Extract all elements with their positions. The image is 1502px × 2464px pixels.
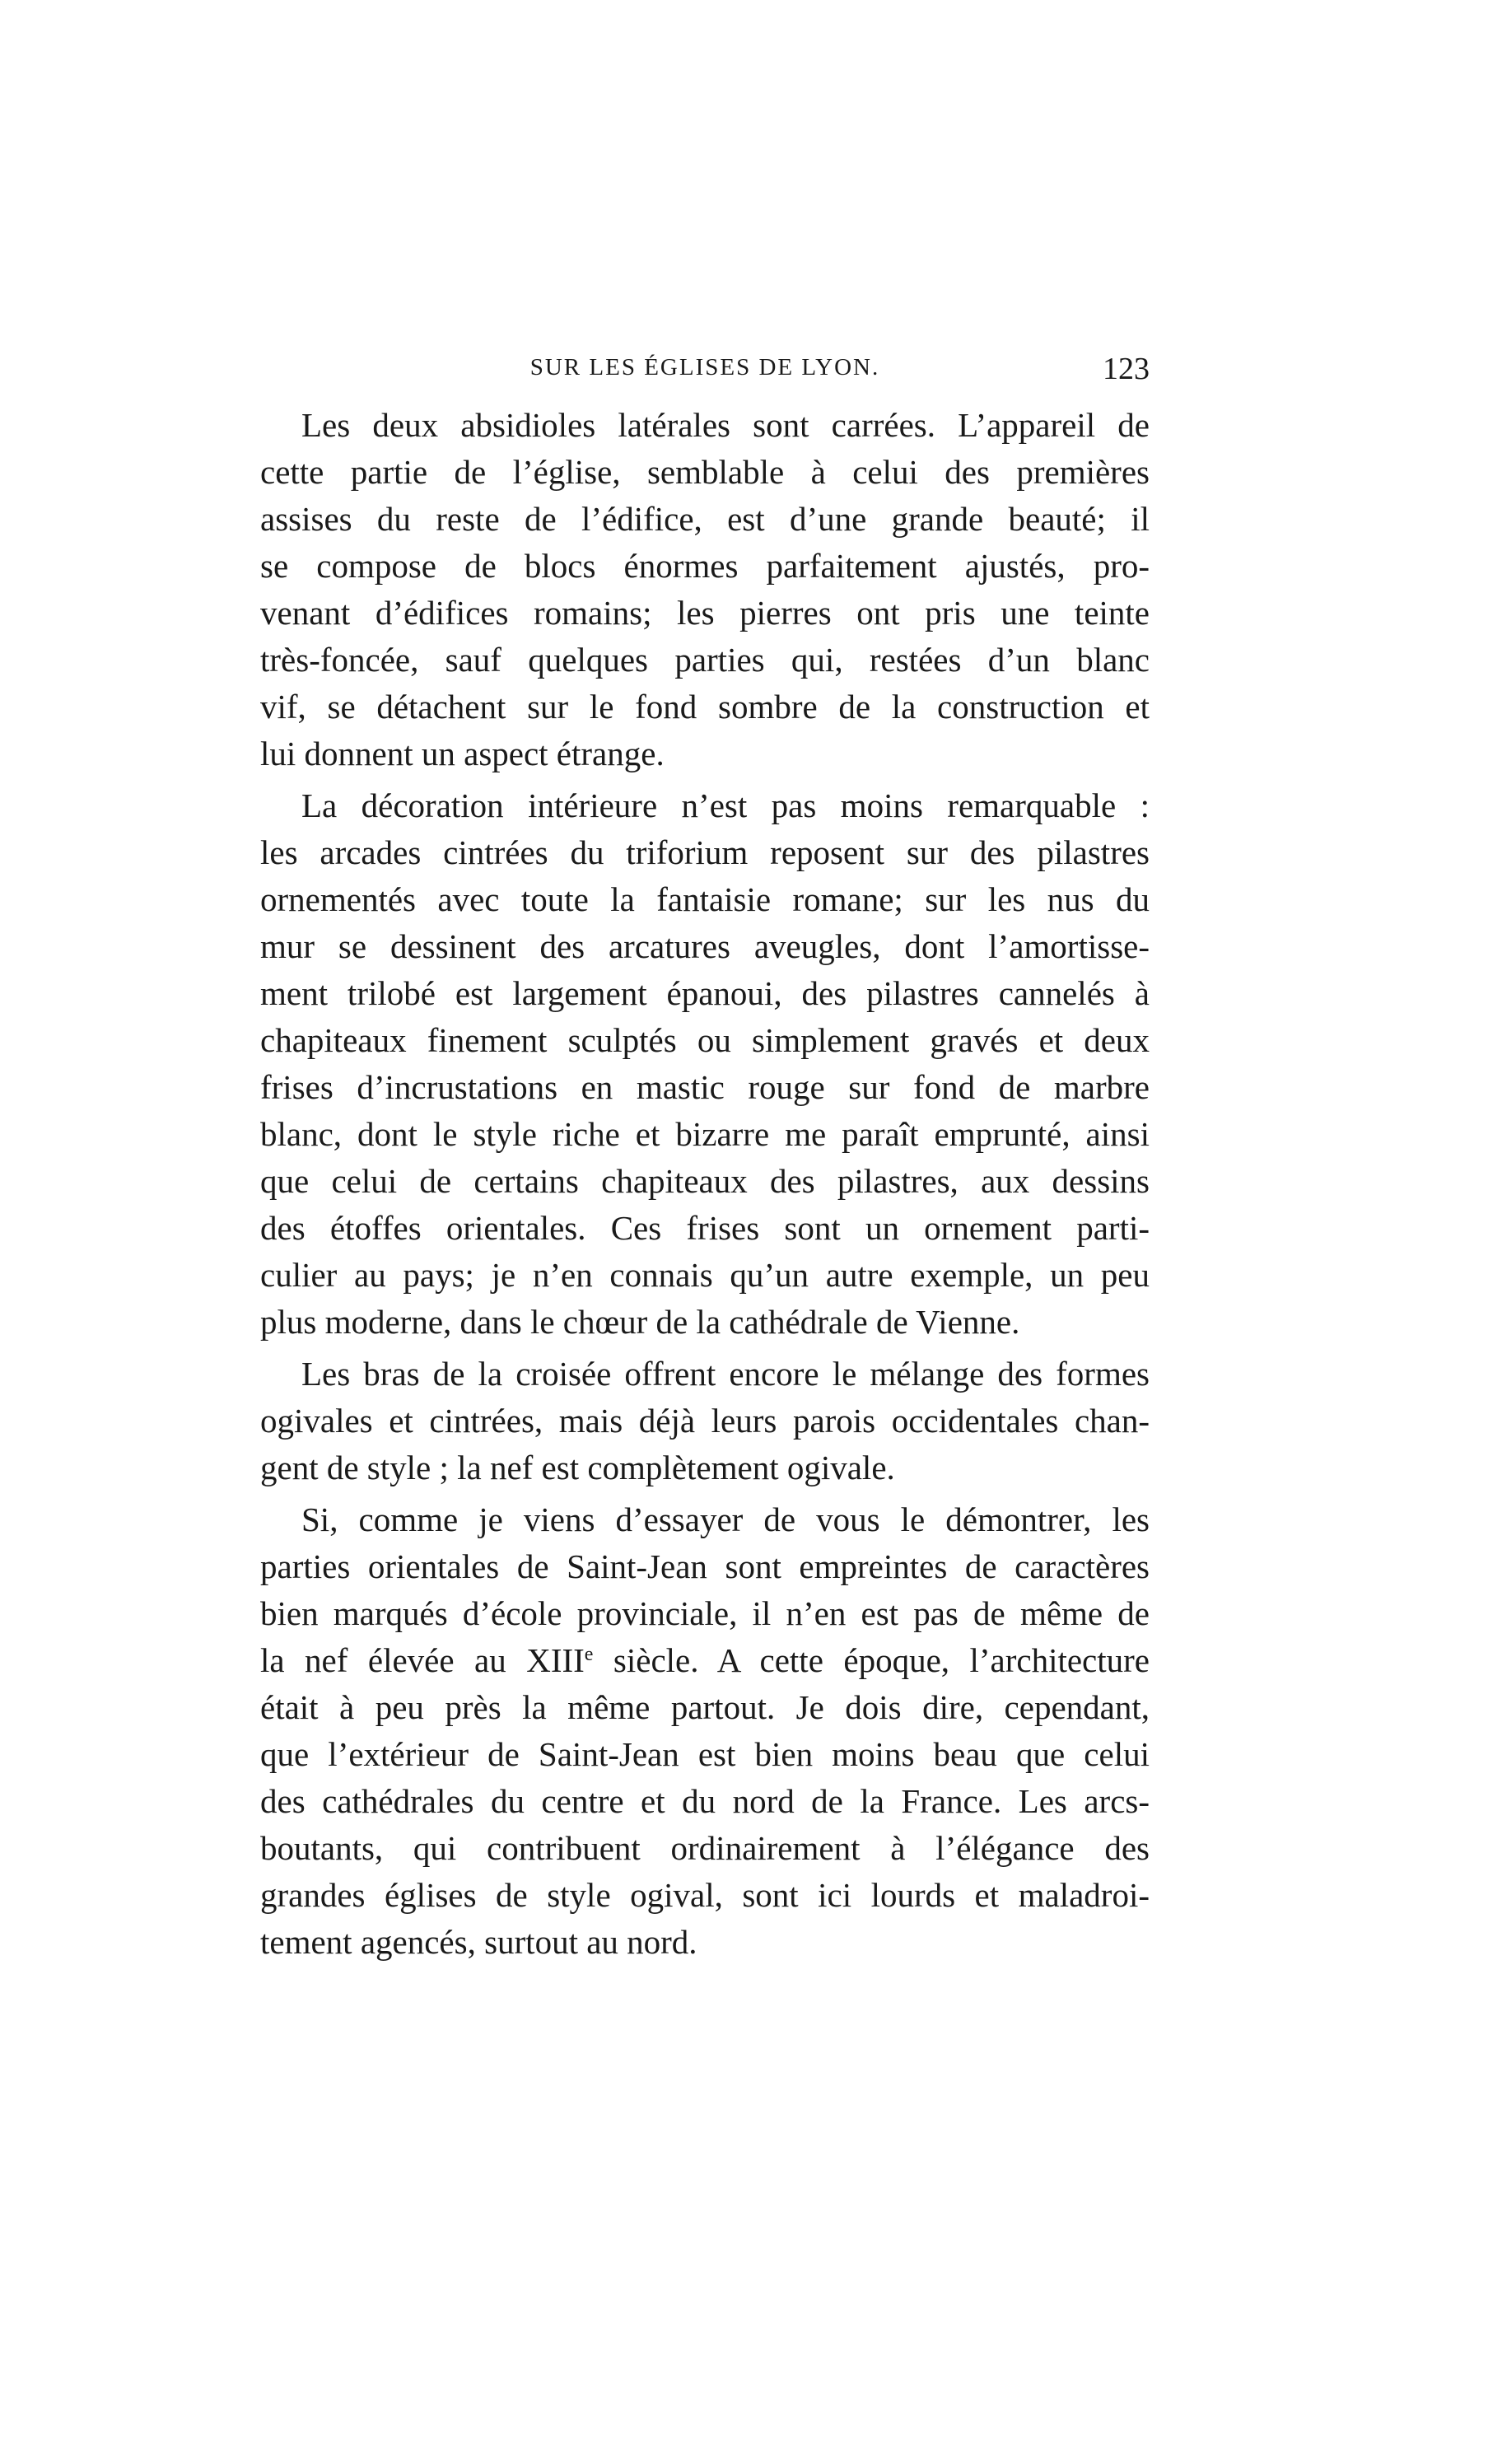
paragraph [260, 1351, 1150, 1491]
text-line: mur se dessinent des arcatures aveugles, dont l’amortisse- [260, 927, 1150, 965]
running-head [260, 351, 1150, 392]
text-line: vif, se détachent sur le fond sombre de la construction et [260, 688, 1150, 726]
text-line: ornementés avec toute la fantaisie romane; sur les nus du [260, 880, 1150, 918]
text-line: des cathédrales du centre et du nord de la France. Les arcs- [260, 1782, 1150, 1820]
text-line: ogivales et cintrées, mais déjà leurs parois occidentales chan- [260, 1402, 1150, 1440]
text-line [260, 1637, 1150, 1684]
paragraph [260, 1496, 1150, 1966]
text-line: cette partie de l’église, semblable à celui des premières [260, 453, 1150, 491]
text-line: venant d’édifices romains; les pierres ont pris une teinte [260, 594, 1150, 632]
text-line: Si, comme je viens d’essayer de vous le démontrer, les [301, 1500, 1150, 1538]
text-line: Les deux absidioles latérales sont carrées. L’appareil de [301, 406, 1150, 444]
text-line: que celui de certains chapiteaux des pilastres, aux dessins [260, 1162, 1150, 1200]
text-line: assises du reste de l’édifice, est d’une grande beauté; il [260, 500, 1150, 538]
page-number: 123 [1103, 352, 1150, 386]
text-line: La décoration intérieure n’est pas moins remarquable : [301, 786, 1150, 824]
paragraph [260, 402, 1150, 777]
text-line: culier au pays; je n’en connais qu’un autre exemple, un peu [260, 1256, 1150, 1294]
text-line: chapiteaux finement sculptés ou simplement gravés et deux [260, 1021, 1150, 1059]
body-text [260, 402, 1150, 1966]
text-line: ment trilobé est largement épanoui, des pilastres cannelés à [260, 974, 1150, 1012]
text-line: que l’extérieur de Saint-Jean est bien moins beau que celui [260, 1735, 1150, 1773]
text-line: frises d’incrustations en mastic rouge sur fond de marbre [260, 1068, 1150, 1106]
text-line: boutants, qui contribuent ordinairement à l’élégance des [260, 1829, 1150, 1867]
text-line-start: la nef élevée au XIII [260, 1641, 585, 1679]
text-line: très-foncée, sauf quelques parties qui, restées d’un blanc [260, 641, 1150, 679]
text-line: Les bras de la croisée offrent encore le mélange des formes [301, 1355, 1150, 1393]
text-line: était à peu près la même partout. Je dois dire, cependant, [260, 1688, 1150, 1726]
text-line: gent de style ; la nef est complètement ogivale. [260, 1449, 895, 1486]
text-line: les arcades cintrées du triforium reposent sur des pilastres [260, 833, 1150, 871]
text-line-end: siècle. A cette époque, l’architecture [593, 1641, 1150, 1679]
text-line: plus moderne, dans le chœur de la cathédrale de Vienne. [260, 1303, 1020, 1341]
running-title: SUR LES ÉGLISES DE LYON. [529, 354, 880, 380]
text-line: des étoffes orientales. Ces frises sont un ornement parti- [260, 1209, 1150, 1247]
text-line: grandes églises de style ogival, sont ici lourds et maladroi- [260, 1876, 1150, 1914]
superscript: e [584, 1644, 594, 1665]
text-line: se compose de blocs énormes parfaitement ajustés, pro- [260, 547, 1150, 585]
text-line: tement agencés, surtout au nord. [260, 1923, 697, 1961]
text-line: parties orientales de Saint-Jean sont empreintes de caractères [260, 1547, 1150, 1585]
text-line: lui donnent un aspect étrange. [260, 735, 665, 772]
paragraph [260, 782, 1150, 1346]
text-line: blanc, dont le style riche et bizarre me paraît emprunté, ainsi [260, 1115, 1150, 1153]
text-line: bien marqués d’école provinciale, il n’en est pas de même de [260, 1594, 1150, 1632]
